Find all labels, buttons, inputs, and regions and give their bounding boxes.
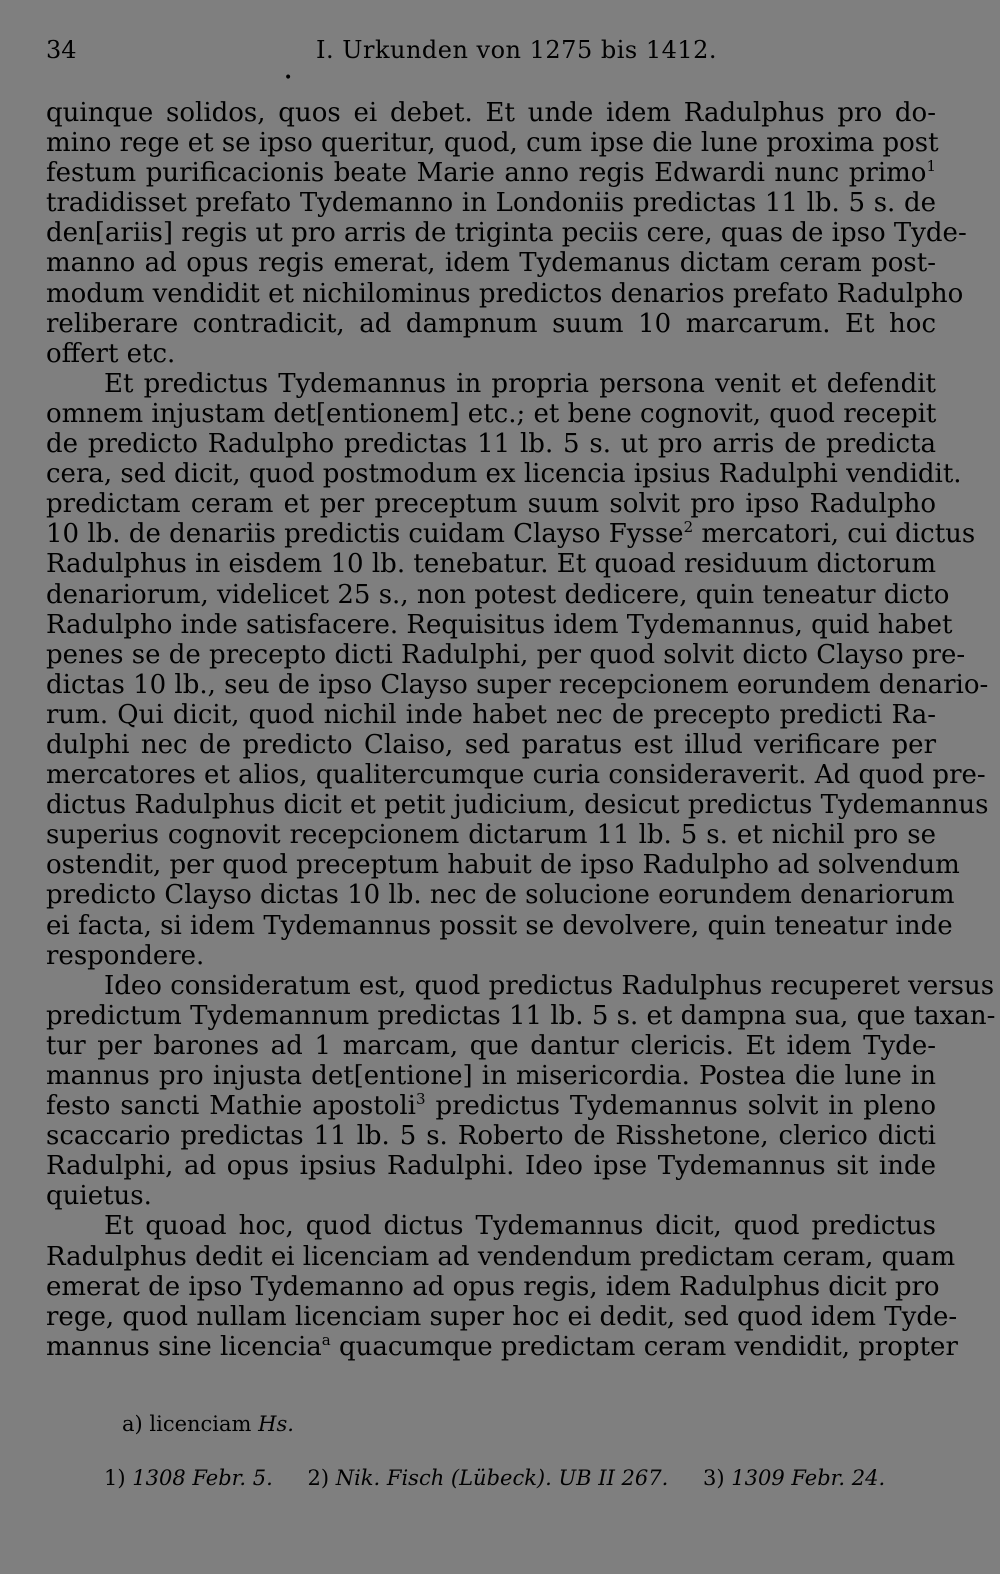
textual-note-label: a) licenciam	[122, 1412, 252, 1436]
footnote-marker: 3	[416, 1090, 426, 1109]
textual-note	[122, 1412, 294, 1436]
text-line: omnem injustam det[entionem] etc.; et bene cognovit, quod recepit	[46, 398, 937, 429]
text-line: ei facta, si idem Tydemannus possit se devolvere, quin teneatur inde	[46, 910, 953, 941]
text-line: Et predictus Tydemannus in propria persona venit et defendit	[104, 368, 936, 399]
footnote-marker: a	[321, 1330, 331, 1349]
text-line: predicto Clayso dictas 10 lb. nec de solucione eorundem denariorum	[46, 880, 955, 911]
page-number: 34	[46, 36, 77, 64]
document-page	[46, 36, 996, 1362]
header-title: I. Urkunden von 1275 bis 1412.	[316, 36, 718, 64]
text-line: de predicto Radulpho predictas 11 lb. 5 s. ut pro arris de predicta	[46, 429, 936, 460]
footnote-3: 3) 1309 Febr. 24.	[703, 1466, 886, 1490]
text-line: scaccario predictas 11 lb. 5 s. Roberto de Risshetone, clerico dicti	[46, 1121, 936, 1152]
text-line: mannus sine licencia$^a$ quacumque predictam ceram vendidit, propter	[46, 1330, 958, 1362]
text-line: Radulphus dedit ei licenciam ad vendendum predictam ceram, quam	[46, 1241, 956, 1272]
text-line: reliberare contradicit, ad dampnum suum 10 marcarum. Et hoc	[46, 308, 936, 339]
text-line: quietus.	[46, 1181, 152, 1212]
text-line: rum. Qui dicit, quod nichil inde habet nec de precepto predicti Ra-	[46, 699, 936, 730]
text-line: Et quoad hoc, quod dictus Tydemannus dicit, quod predictus	[104, 1211, 936, 1242]
textual-note-source: Hs.	[258, 1412, 294, 1436]
text-line: festo sancti Mathie apostoli$^3$ predictus Tydemannus solvit in pleno	[46, 1090, 936, 1122]
text-line: emerat de ipso Tydemanno ad opus regis, idem Radulphus dicit pro	[46, 1271, 940, 1302]
text-line: cera, sed dicit, quod postmodum ex licencia ipsius Radulphi vendidit.	[46, 459, 962, 490]
text-line: denariorum, videlicet 25 s., non potest dedicere, quin teneatur dicto	[46, 579, 950, 610]
text-line: dictus Radulphus dicit et petit judicium, desicut predictus Tydemannus	[46, 790, 989, 821]
footnote-marker: 2	[683, 518, 694, 537]
text-line: superius cognovit recepcionem dictarum 11 lb. 5 s. et nichil pro se	[46, 820, 936, 851]
text-line: Radulpho inde satisfacere. Requisitus idem Tydemannus, quid habet	[46, 609, 953, 640]
footnotes	[104, 1466, 913, 1490]
bullet-mark: •	[284, 70, 293, 86]
text-line: mannus pro injusta det[entione] in misericordia. Postea die lune in	[46, 1061, 936, 1091]
text-line: festum purificacionis beate Marie anno regis Edwardi nunc primo$^1$	[46, 157, 936, 189]
footnote-1: 1) 1308 Febr. 5.	[104, 1466, 273, 1490]
text-line: manno ad opus regis emerat, idem Tydemanus dictam ceram post-	[46, 248, 936, 279]
text-line: den[ariis] regis ut pro arris de triginta peciis cere, quas de ipso Tyde-	[46, 218, 967, 249]
text-line: ostendit, per quod preceptum habuit de ipso Radulpho ad solvendum	[46, 850, 960, 881]
text-line: tur per barones ad 1 marcam, que dantur clericis. Et idem Tyde-	[46, 1030, 936, 1061]
text-line: quinque solidos, quos ei debet. Et unde idem Radulphus pro do-	[46, 98, 936, 128]
text-line: tradidisset prefato Tydemanno in Londoniis predictas 11 lb. 5 s. de	[46, 188, 936, 219]
text-line: mino rege et se ipso queritur, quod, cum ipse die lune proxima post	[46, 128, 939, 159]
text-line: 10 lb. de denariis predictis cuidam Clayso Fysse$^2$ mercatori, cui dictus	[46, 518, 976, 550]
footnote-2: 2) Nik. Fisch (Lübeck). UB II 267.	[307, 1466, 669, 1490]
text-line: penes se de precepto dicti Radulphi, per quod solvit dicto Clayso pre-	[46, 639, 966, 670]
body-text	[46, 98, 996, 1362]
text-line: rege, quod nullam licenciam super hoc ei dedit, sed quod idem Tyde-	[46, 1301, 958, 1332]
text-line: predictum Tydemannum predictas 11 lb. 5 s. et dampna sua, que taxan-	[46, 1000, 996, 1031]
text-line: modum vendidit et nichilominus predictos denarios prefato Radulpho	[46, 278, 964, 309]
text-line: mercatores et alios, qualitercumque curia consideraverit. Ad quod pre-	[46, 760, 986, 791]
text-line: Ideo consideratum est, quod predictus Radulphus recuperet versus	[104, 970, 995, 1001]
text-line: predictam ceram et per preceptum suum solvit pro ipso Radulpho	[46, 489, 936, 520]
text-line: respondere.	[46, 940, 205, 971]
running-head	[46, 36, 936, 86]
text-line: offert etc.	[46, 338, 176, 369]
text-line: Radulphi, ad opus ipsius Radulphi. Ideo ipse Tydemannus sit inde	[46, 1151, 936, 1182]
text-line: Radulphus in eisdem 10 lb. tenebatur. Et quoad residuum dictorum	[46, 549, 936, 580]
text-line: dictas 10 lb., seu de ipso Clayso super recepcionem eorundem denario-	[46, 669, 989, 700]
text-line: dulphi nec de predicto Claiso, sed paratus est illud verificare per	[46, 729, 936, 760]
footnote-marker: 1	[926, 157, 936, 176]
